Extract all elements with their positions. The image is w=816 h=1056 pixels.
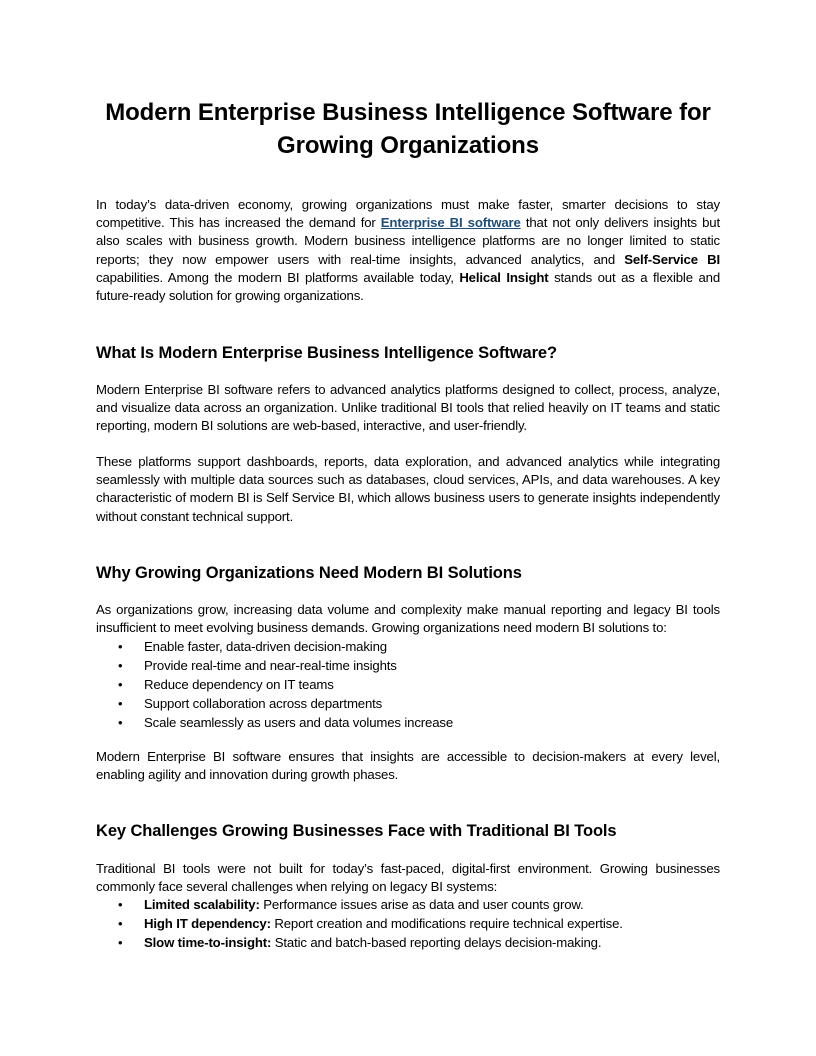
needs-list: [96, 637, 720, 732]
list-item: • Reduce dependency on IT teams: [118, 677, 334, 692]
section1-paragraph-2: These platforms support dashboards, reports, data exploration, and advanced analytics while integrating seamlessly with multiple data sources such as databases, cloud services, APIs, and data warehouses. A key characteristic of modern BI is Self Service BI, which allows business users to generate insights independently without constant technical support.: [96, 454, 720, 524]
bullet-icon: •: [118, 639, 123, 654]
self-service-bi-bold: Self-Service BI: [624, 251, 721, 267]
section-heading-why: Why Growing Organizations Need Modern BI Solutions: [96, 564, 522, 582]
title-line-1: Modern Enterprise Business Intelligence Software for: [105, 99, 711, 126]
list-item: • Slow time-to-insight: Static and batch-based reporting delays decision-making.: [118, 935, 602, 950]
bullet-icon: •: [118, 696, 123, 711]
enterprise-bi-software-link[interactable]: Enterprise BI software: [380, 215, 521, 231]
title-line-2: Growing Organizations: [277, 132, 539, 159]
list-item: • Enable faster, data-driven decision-making: [118, 639, 387, 654]
section2-paragraph-1: As organizations grow, increasing data volume and complexity make manual reporting and legacy BI tools insufficient to meet evolving business demands. Growing organizations need modern BI solutions to:: [96, 602, 720, 636]
helical-insight-bold: Helical Insight: [459, 269, 549, 285]
bullet-icon: •: [118, 658, 123, 673]
section-heading-what-is: What Is Modern Enterprise Business Intelligence Software?: [96, 344, 557, 362]
bullet-icon: •: [118, 916, 123, 931]
page-title: [96, 96, 720, 162]
list-item: • Provide real-time and near-real-time insights: [118, 658, 397, 673]
list-item: • High IT dependency: Report creation and modifications require technical expertise.: [118, 916, 623, 931]
intro-paragraph: In today’s data-driven economy, growing organizations must make faster, smarter decisions to stay competitive. This has increased the demand for Enterprise BI software that not only delivers insights but also scales with business growth. Modern business intelligence platforms are no longer limited to static reports; they now empower users with real-time insights, advanced analytics, and Self-Service BI capabilities. Among the modern BI platforms available today, Helical Insight stands out as a flexible and future-ready solution for growing organizations.: [96, 197, 721, 304]
section3-paragraph-1: Traditional BI tools were not built for today’s fast-paced, digital-first environment. Growing businesses commonly face several challenges when relying on legacy BI systems:: [96, 861, 720, 895]
bullet-icon: •: [118, 897, 123, 912]
challenges-list: [96, 895, 720, 952]
list-item: • Limited scalability: Performance issues arise as data and user counts grow.: [118, 897, 584, 912]
section-heading-challenges: Key Challenges Growing Businesses Face with Traditional BI Tools: [96, 822, 617, 840]
bullet-icon: •: [118, 677, 123, 692]
bullet-icon: •: [118, 715, 123, 730]
bullet-icon: •: [118, 935, 123, 950]
section2-paragraph-2: Modern Enterprise BI software ensures that insights are accessible to decision-makers at every level, enabling agility and innovation during growth phases.: [96, 749, 720, 783]
section1-paragraph-1: Modern Enterprise BI software refers to advanced analytics platforms designed to collect, process, analyze, and visualize data across an organization. Unlike traditional BI tools that relied heavily on IT teams and static reporting, modern BI solutions are web-based, interactive, and user-friendly.: [96, 382, 720, 434]
list-item: • Scale seamlessly as users and data volumes increase: [118, 715, 454, 730]
list-item: • Support collaboration across departments: [118, 696, 383, 711]
